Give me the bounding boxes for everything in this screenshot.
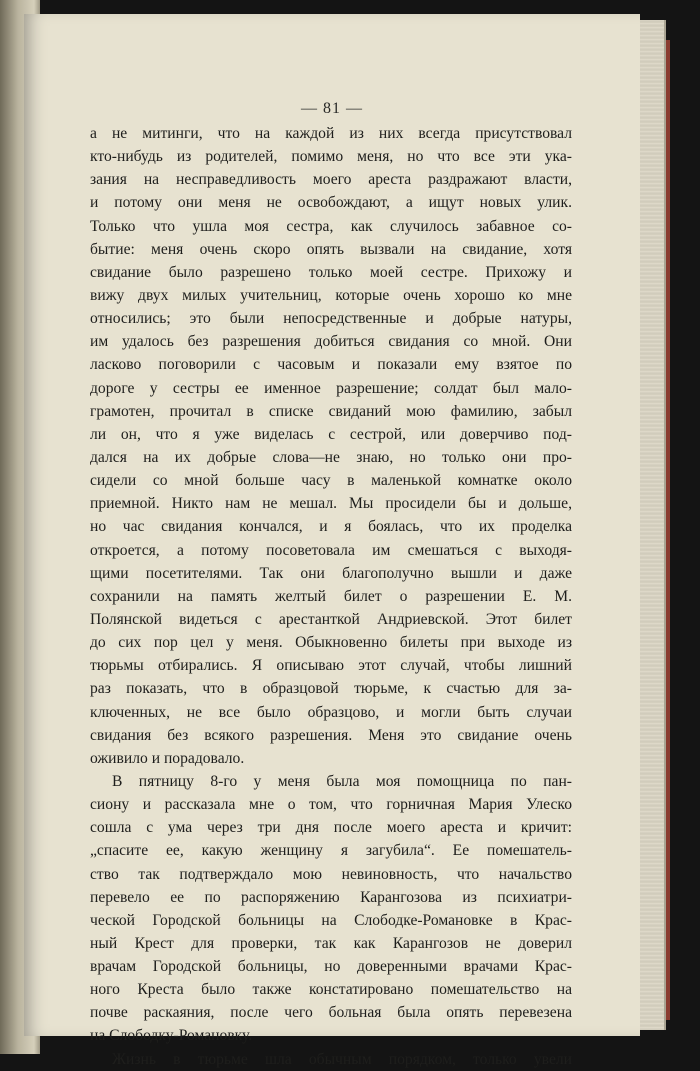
text-line: сидели со мной больше часу в маленькой комнатке около [90,472,572,490]
text-line: ного Креста было также констатировано помешательство на [90,981,572,999]
text-line: свидания без всякого разрешения. Меня это свидание очень [90,726,572,744]
text-line: Жизнь в тюрьме шла обычным порядком, только увели [112,1050,572,1068]
text-line: сошла с ума через три дня после моего ареста и кричит: [90,819,572,837]
text-line: грамотен, прочитал в списке свиданий мою фамилию, забыл [90,402,572,420]
text-line: им удалось без разрешения добиться свидания со мной. Они [90,333,572,351]
text-line: ный Крест для проверки, так как Карангозов не доверил [90,934,572,952]
text-line: приемной. Никто нам не мешал. Мы просидели бы и дольше, [90,495,572,513]
text-line: зания на несправедливость моего ареста раздражают власти, [90,171,572,189]
text-line: вижу двух милых учительниц, которые очень хорошо ко мне [90,286,572,304]
text-line: а не митинги, что на каждой из них всегда присутствовал [90,125,572,142]
text-line: ческой Городской больницы на Слободке-Романовке в Крас- [90,911,572,929]
text-line: В пятницу 8-го у меня была моя помощница по пан- [112,772,572,790]
text-line: ключенных, не все было образцово, и могли быть случаи [90,703,572,721]
text-line: и потому они меня не освобождают, а ищут новых улик. [90,194,572,212]
text-line: кто-нибудь из родителей, помимо меня, но что все эти ука- [90,148,572,166]
text-line: сиону и рассказала мне о том, что горничная Мария Улеско [90,796,572,814]
text-line: „спасите ее, какую женщину я загубила“. Ее помешатель- [90,842,572,860]
text-line: Только что ушла моя сестра, как случилось забавное со- [90,217,572,235]
text-line: почве раскаяния, после чего больная была опять перевезена [90,1004,572,1022]
text-line: Полянской видеться с арестанткой Андриевской. Этот билет [90,610,572,628]
text-line: ство так подтверждало мою невиновность, что начальство [90,865,572,883]
text-line: откроется, а потому посоветовала им смешаться с выходя- [90,541,572,559]
text-line: до сих пор цел у меня. Обыкновенно билеты при выходе из [90,634,572,652]
body-text [90,122,572,1071]
text-line: ласково поговорили с часовым и показали ему взятое по [90,356,572,374]
text-line: перевело ее по распоряжению Карангозова из психиатри- [90,888,572,906]
text-line: раз показать, что в образцовой тюрьме, к счастью для за- [90,680,572,698]
page-number: — 81 — [301,100,363,117]
text-line: врачам Городской больницы, но доверенными врачами Крас- [90,958,572,976]
text-line: тюрьмы отбирались. Я описываю этот случай, чтобы лишний [90,657,572,675]
text-line: свидание было разрешено только моей сестре. Прихожу и [90,263,572,281]
text-line: сохранили на память желтый билет о разрешении Е. М. [90,587,572,605]
text-line: оживило и порадовало. [90,749,245,767]
text-line: относились; это были непосредственные и добрые натуры, [90,310,572,328]
text-line: дороге у сестры ее именное разрешение; солдат был мало- [90,379,572,397]
book-page [24,14,640,1068]
text-line: бытие: меня очень скоро опять вызвали на свидание, хотя [90,240,572,258]
text-line: ли он, что я уже виделась с сестрой, или доверчиво под- [90,425,572,443]
text-line: но час свидания кончался, и я боялась, что их проделка [90,518,572,536]
text-line: на Слободку-Романовку. [90,1027,253,1045]
text-line: дался на их добрые слова—не знаю, но только они про- [90,448,572,466]
text-line: щими посетителями. Так они благополучно вышли и даже [90,564,572,582]
